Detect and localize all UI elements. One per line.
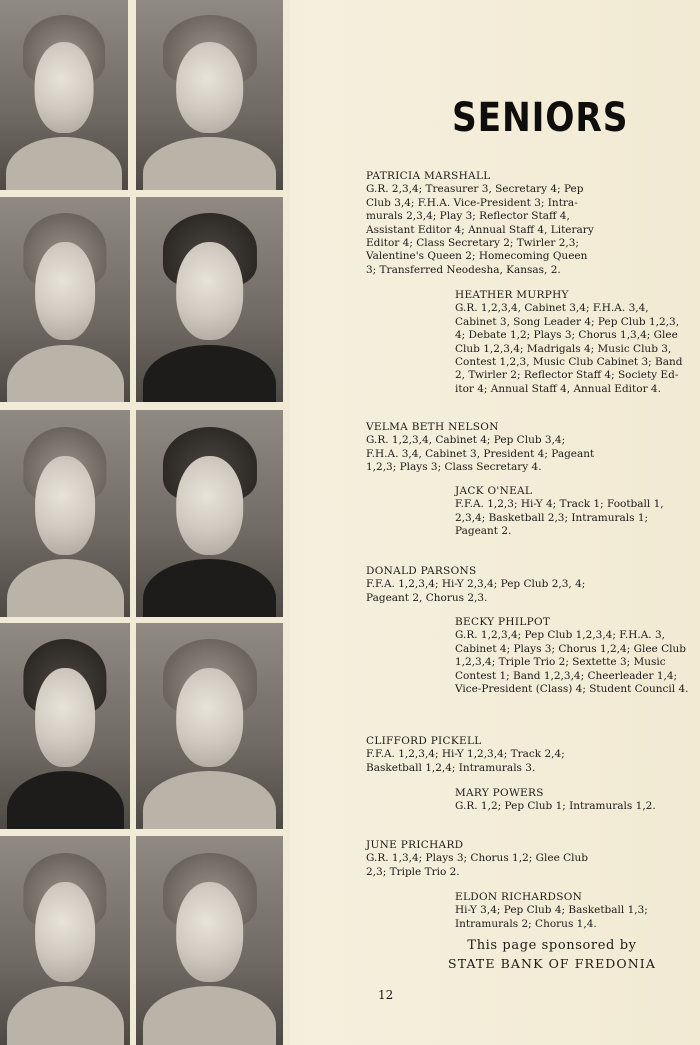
bio-eldon-richardson: [455, 891, 691, 931]
portrait-june-prichard: [0, 836, 130, 1045]
bio-text: G.R. 2,3,4; Treasurer 3, Secretary 4; Pep Club 3,4; F.H.A. Vice-President 3; Intra-murals 2,3,4; Play 3; Reflector Staff 4, Assistant Editor 4; Annual Staff 4, Literary Editor 4; Class Secretary 2; Twirler 2,3; Valentine's Queen 2; Homecoming Queen 3; Transferred Neodesha, Kansas, 2.: [366, 183, 594, 276]
page-number: 12: [378, 988, 394, 1002]
bio-name: CLIFFORD PICKELL: [366, 735, 482, 747]
bio-text: G.R. 1,2; Pep Club 1; Intramurals 1,2.: [455, 800, 656, 813]
bio-velma-beth-nelson: [366, 421, 598, 475]
bio-name: JACK O'NEAL: [455, 485, 533, 497]
bio-text: G.R. 1,2,3,4; Pep Club 1,2,3,4; F.H.A. 3, Cabinet 4; Plays 3; Chorus 1,2,4; Glee Club 1,2,3,4; Triple Trio 2; Sextette 3; Music Contest 1; Band 1,2,3,4; Cheerleader 1,4; Vice-President (Class) 4; Student Council 4.: [455, 629, 689, 696]
bio-mary-powers: [455, 787, 691, 814]
portrait-donald-parsons: [0, 410, 130, 617]
portrait-jack-oneal: [136, 197, 283, 402]
portrait-clifford-pickell: [0, 623, 130, 829]
portrait-becky-philpot: [136, 410, 283, 617]
bio-text: F.F.A. 1,2,3,4; Hi-Y 2,3,4; Pep Club 2,3, 4; Pageant 2, Chorus 2,3.: [366, 578, 586, 604]
bio-text: G.R. 1,2,3,4, Cabinet 4; Pep Club 3,4; F.H.A. 3,4, Cabinet 3, President 4; Pageant 1,2,3; Plays 3; Class Secretary 4.: [366, 434, 595, 474]
bio-jack-oneal: [455, 485, 691, 539]
bio-becky-philpot: [455, 616, 691, 696]
bio-name: MARY POWERS: [455, 787, 544, 799]
bio-text: F.F.A. 1,2,3,4; Hi-Y 1,2,3,4; Track 2,4; Basketball 1,2,4; Intramurals 3.: [366, 748, 565, 774]
bio-patricia-marshall: [366, 170, 598, 277]
bio-name: JUNE PRICHARD: [366, 839, 464, 851]
portrait-eldon-richardson: [136, 836, 283, 1045]
bio-text: F.F.A. 1,2,3; Hi-Y 4; Track 1; Football 1, 2,3,4; Basketball 2,3; Intramurals 1; Pageant 2.: [455, 498, 664, 538]
page-title: SENIORS: [452, 95, 629, 141]
bio-name: HEATHER MURPHY: [455, 289, 569, 301]
bio-name: BECKY PHILPOT: [455, 616, 551, 628]
bio-heather-murphy: [455, 289, 691, 396]
sponsor-line: This page sponsored by: [467, 938, 637, 953]
bio-name: PATRICIA MARSHALL: [366, 170, 491, 182]
portrait-patricia-marshall: [0, 0, 128, 190]
bio-name: ELDON RICHARDSON: [455, 891, 583, 903]
portrait-velma-beth-nelson: [0, 197, 130, 402]
bio-june-prichard: [366, 839, 598, 879]
bio-name: VELMA BETH NELSON: [366, 421, 499, 433]
bio-clifford-pickell: [366, 735, 598, 775]
portrait-heather-murphy: [136, 0, 283, 190]
bio-text: Hi-Y 3,4; Pep Club 4; Basketball 1,3; Intramurals 2; Chorus 1,4.: [455, 904, 648, 930]
portrait-grid: [0, 0, 290, 1045]
portrait-mary-powers: [136, 623, 283, 829]
bio-text: G.R. 1,3,4; Plays 3; Chorus 1,2; Glee Club 2,3; Triple Trio 2.: [366, 852, 589, 878]
sponsor-name: STATE BANK OF FREDONIA: [448, 956, 656, 971]
bio-donald-parsons: [366, 565, 598, 605]
bio-name: DONALD PARSONS: [366, 565, 477, 577]
bio-text: G.R. 1,2,3,4, Cabinet 3,4; F.H.A. 3,4, Cabinet 3, Song Leader 4; Pep Club 1,2,3, 4; Debate 1,2; Plays 3; Chorus 1,3,4; Glee Club 1,2,3,4; Madrigals 4; Music Club 3, Contest 1,2,3, Music Club Cabinet 3; Band 2, Twirler 2; Reflector Staff 4; Society Ed-itor 4; Annual Staff 4, Annual Editor 4.: [455, 302, 683, 395]
sponsor-credit: [432, 938, 672, 971]
